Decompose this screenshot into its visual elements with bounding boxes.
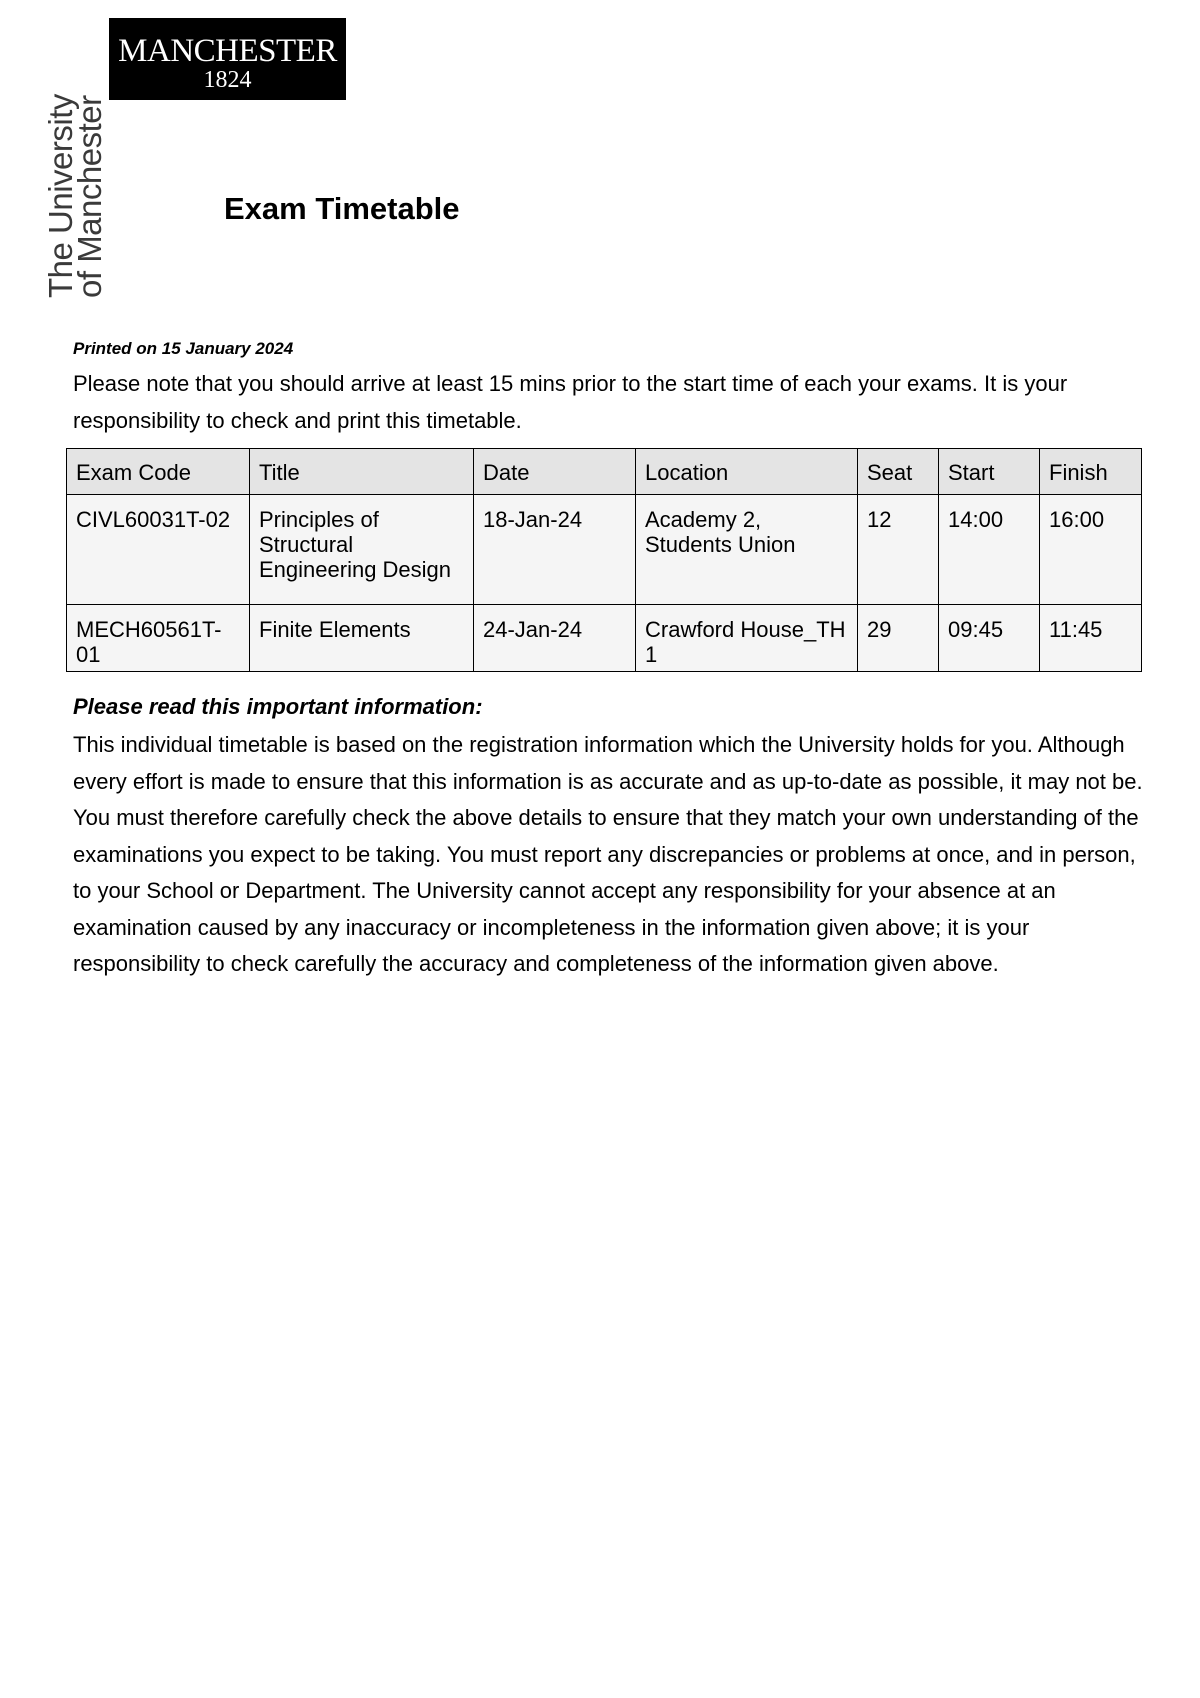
printed-date: Printed on 15 January 2024 bbox=[73, 339, 294, 358]
cell-date: 24-Jan-24 bbox=[474, 605, 636, 672]
header-date: Date bbox=[474, 449, 636, 495]
header-start: Start bbox=[939, 449, 1040, 495]
university-logo bbox=[109, 18, 346, 100]
info-body: This individual timetable is based on the registration information which the University holds for you. Although every effort is made to ensure that this information is as accurate and as up-to-date as possible, it may not be. You must therefore carefully check the above details to ensure that they match your own understanding of the examinations you expect to be taking. You must report any discrepancies or problems at once, and in person, to your School or Department. The University cannot accept any responsibility for your absence at an examination caused by any inaccuracy or incompleteness in the information given above; it is your responsibility to check carefully the accuracy and completeness of the information given above. bbox=[73, 732, 1143, 976]
cell-location: Academy 2, Students Union bbox=[636, 495, 858, 605]
cell-exam-code: MECH60561T-01 bbox=[67, 605, 250, 672]
cell-seat: 12 bbox=[858, 495, 939, 605]
header-seat: Seat bbox=[858, 449, 939, 495]
cell-finish: 11:45 bbox=[1040, 605, 1142, 672]
header-finish: Finish bbox=[1040, 449, 1142, 495]
cell-title: Principles of Structural Engineering Design bbox=[250, 495, 474, 605]
logo-year: 1824 bbox=[203, 67, 252, 93]
table-row bbox=[67, 605, 1142, 672]
exam-timetable bbox=[66, 448, 1142, 672]
cell-date: 18-Jan-24 bbox=[474, 495, 636, 605]
header-exam-code: Exam Code bbox=[67, 449, 250, 495]
table-header-row bbox=[67, 449, 1142, 495]
cell-location: Crawford House_TH 1 bbox=[636, 605, 858, 672]
wordmark-line-2: of Manchester bbox=[71, 95, 108, 298]
logo-name: MANCHESTER bbox=[118, 33, 337, 69]
cell-title: Finite Elements bbox=[250, 605, 474, 672]
header-location: Location bbox=[636, 449, 858, 495]
info-heading: Please read this important information: bbox=[73, 694, 483, 719]
cell-finish: 16:00 bbox=[1040, 495, 1142, 605]
page-title: Exam Timetable bbox=[224, 191, 460, 226]
table-row bbox=[67, 495, 1142, 605]
cell-seat: 29 bbox=[858, 605, 939, 672]
cell-start: 14:00 bbox=[939, 495, 1040, 605]
cell-start: 09:45 bbox=[939, 605, 1040, 672]
university-wordmark bbox=[42, 94, 108, 298]
header-title: Title bbox=[250, 449, 474, 495]
arrival-note: Please note that you should arrive at least 15 mins prior to the start time of each your exams. It is your responsibility to check and print this timetable. bbox=[73, 371, 1068, 433]
cell-exam-code: CIVL60031T-02 bbox=[67, 495, 250, 605]
wordmark-line-1: The University bbox=[42, 94, 79, 298]
